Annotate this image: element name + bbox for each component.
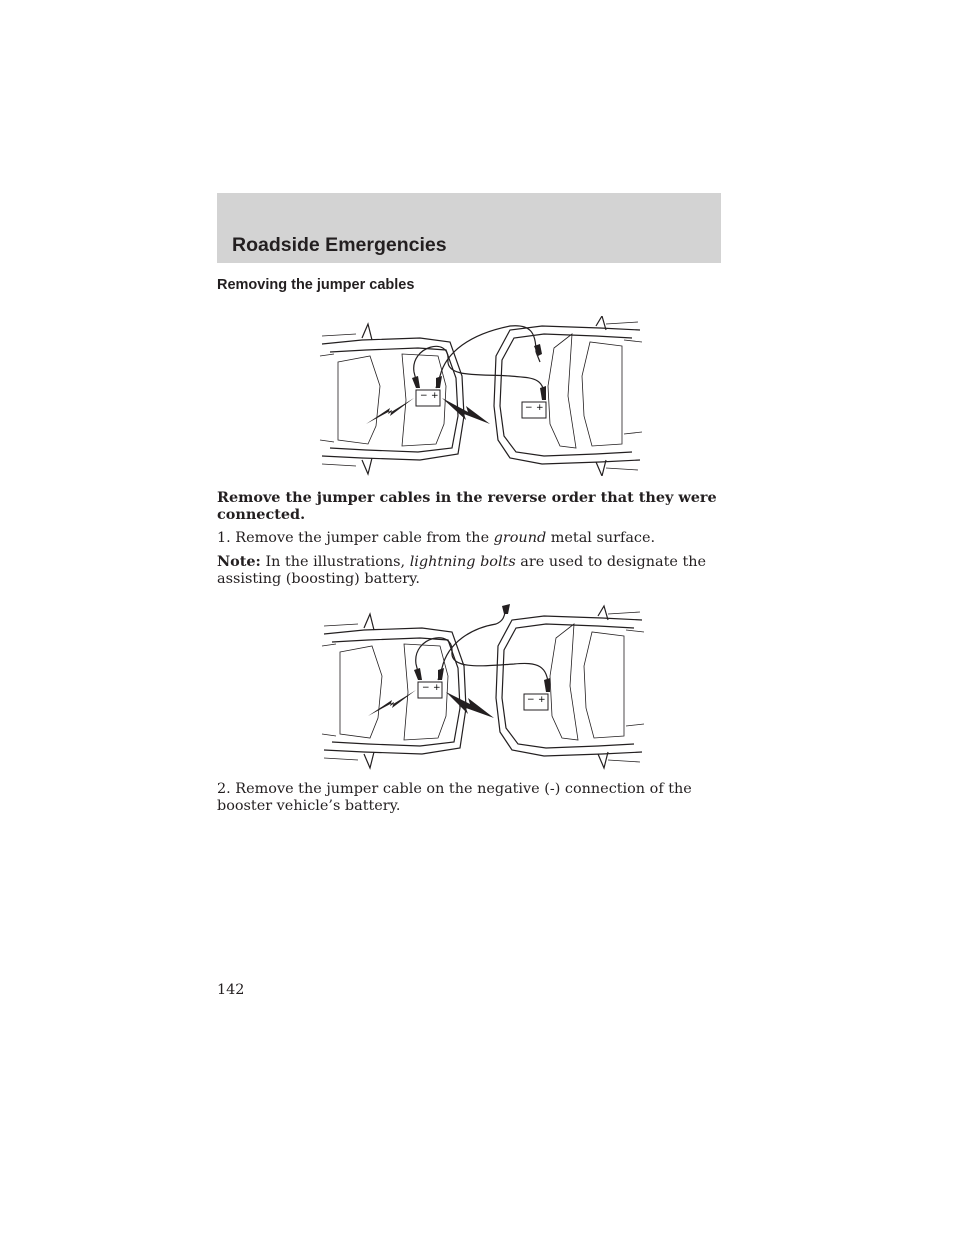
svg-text:−: − — [422, 683, 430, 693]
page-number: 142 — [217, 982, 245, 998]
note-text-before: In the illustrations, — [260, 554, 410, 570]
section-header-band — [217, 193, 721, 263]
step-2: 2. Remove the jumper cable on the negative (-) connection of the booster vehicle’s battery. — [217, 781, 692, 814]
left-car — [322, 614, 466, 768]
right-car — [496, 606, 644, 768]
step-1-prefix: 1. Remove the jumper cable from the — [217, 530, 494, 546]
battery-right — [524, 694, 548, 710]
step-1-emphasis: ground — [493, 530, 547, 546]
note — [217, 554, 721, 587]
jumper-cables-illustration-1 — [310, 316, 650, 476]
left-car — [320, 324, 464, 474]
battery-left — [418, 682, 442, 698]
subheading: Removing the jumper cables — [217, 277, 415, 293]
section-title: Roadside Emergencies — [232, 234, 447, 256]
svg-text:−: − — [527, 695, 535, 705]
svg-text:−: − — [525, 403, 533, 413]
jumper-cables-illustration-2 — [310, 602, 650, 772]
reverse-order-instruction: Remove the jumper cables in the reverse order that they were connected. — [217, 489, 717, 523]
step-1 — [217, 530, 721, 547]
svg-text:+: + — [536, 403, 544, 413]
battery-left — [416, 390, 440, 406]
battery-right — [522, 402, 546, 418]
right-car — [494, 316, 642, 476]
note-label: Note: — [217, 553, 261, 570]
svg-text:+: + — [431, 391, 439, 401]
svg-text:+: + — [538, 695, 546, 705]
svg-text:+: + — [433, 683, 441, 693]
note-emphasis: lightning bolts — [409, 554, 516, 570]
step-1-suffix: metal surface. — [546, 530, 656, 546]
note-text-after: are used to designate the assisting (boosting) battery. — [217, 554, 707, 587]
svg-text:−: − — [420, 391, 428, 401]
